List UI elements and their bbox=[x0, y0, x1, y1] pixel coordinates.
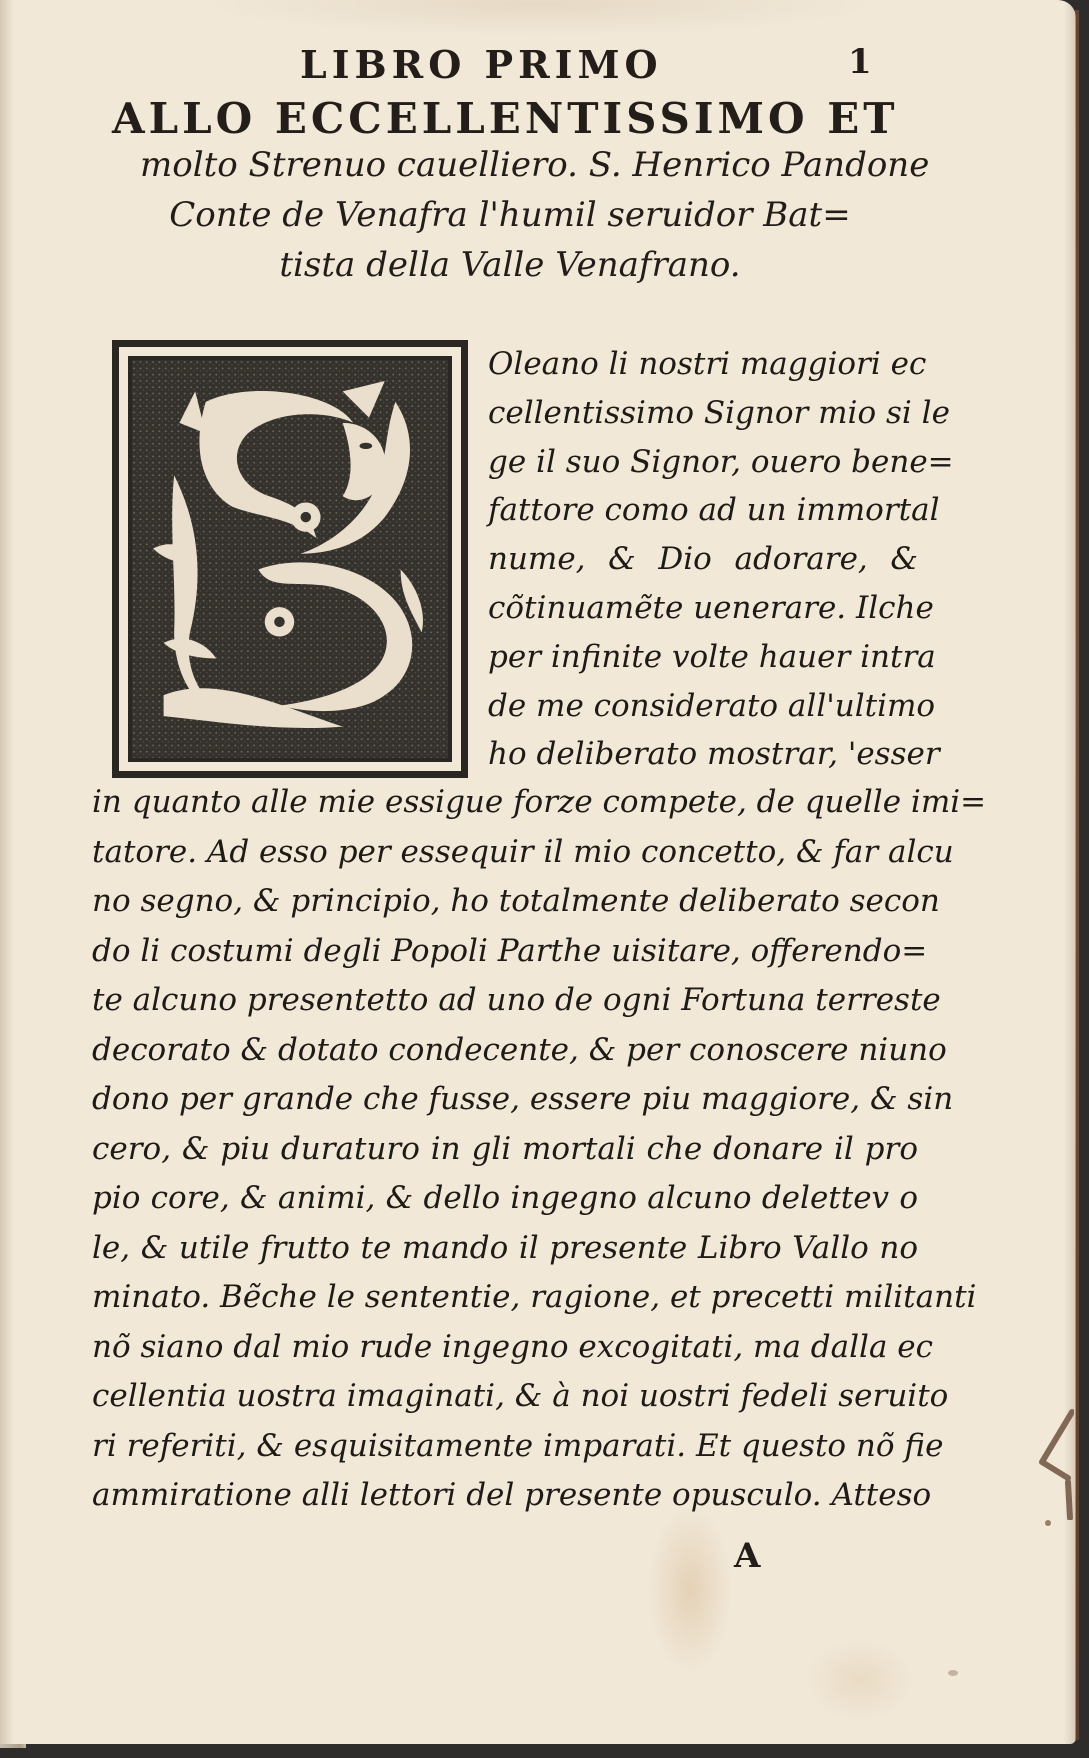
signature-mark: A bbox=[734, 1536, 761, 1576]
text-line: per infinite volte hauer intra bbox=[488, 638, 936, 675]
text-line: fattore como ad un immortal bbox=[488, 492, 940, 529]
text-line: ri referiti, & esquisitamente imparati. Et questo nõ fie bbox=[92, 1427, 944, 1464]
dedication-line: tista della Valle Venafrano. bbox=[279, 245, 741, 285]
text-line: minato. Bẽche le sententie, ragione, et precetti militanti bbox=[92, 1279, 977, 1315]
text-line: ho deliberato mostrar, 'esser bbox=[488, 736, 940, 773]
ink-speck bbox=[948, 1670, 958, 1676]
text-line: ammiratione alli lettori del presente opusculo. Atteso bbox=[92, 1477, 932, 1513]
running-head: LIBRO PRIMO bbox=[300, 42, 663, 87]
text-line: ge il suo Signor, ouero bene= bbox=[488, 443, 954, 480]
text-line: decorato & dotato condecente, & per conoscere niuno bbox=[92, 1031, 947, 1068]
dedication-subtitle bbox=[140, 140, 930, 290]
text-line: dono per grande che fusse, essere piu maggiore, & sin bbox=[92, 1081, 954, 1117]
text-line: de me considerato all'ultimo bbox=[488, 687, 936, 724]
ink-speck bbox=[1045, 1520, 1051, 1526]
dedication-title: ALLO ECCELLENTISSIMO ET bbox=[112, 94, 899, 143]
text-line: tatore. Ad esso per essequir il mio concetto, & far alcu bbox=[92, 833, 954, 870]
dedication-line: molto Strenuo cauelliero. S. Henrico Pandone bbox=[140, 145, 930, 185]
woodcut-initial-image bbox=[128, 356, 452, 762]
text-line: le, & utile frutto te mando il presente Libro Vallo no bbox=[92, 1229, 918, 1266]
text-line: do li costumi degli Popoli Parthe uisitare, offerendo= bbox=[92, 932, 928, 969]
foliage-ornament-icon bbox=[132, 360, 448, 758]
text-line: cellentissimo Signor mio si le bbox=[488, 394, 950, 431]
text-line: cellentia uostra imaginati, & à noi uostri fedeli seruito bbox=[92, 1378, 949, 1414]
page-edge bbox=[1075, 10, 1079, 1740]
text-line: nõ siano dal mio rude ingegno excogitati, ma dalla ec bbox=[92, 1328, 933, 1365]
text-line: no segno, & principio, ho totalmente deliberato secon bbox=[92, 883, 940, 919]
text-line: in quanto alle mie essigue forze compete, de quelle imi= bbox=[92, 784, 987, 820]
woodcut-initial bbox=[112, 340, 468, 778]
marginal-bracket-mark-icon bbox=[1034, 1408, 1074, 1520]
body-text-beside-initial bbox=[488, 340, 954, 779]
dedication-line: Conte de Venafra l'humil seruidor Bat= bbox=[169, 195, 851, 235]
text-line: te alcuno presentetto ad uno de ogni Fortuna terreste bbox=[92, 982, 941, 1018]
text-line: cero, & piu duraturo in gli mortali che donare il pro bbox=[92, 1130, 918, 1167]
text-line: nume, & Dio adorare, & bbox=[488, 541, 918, 578]
body-text-full-width bbox=[92, 778, 987, 1521]
text-line: cõtinuamẽte uenerare. Ilche bbox=[488, 589, 934, 626]
text-line: pio core, & animi, & dello ingegno alcuno delettev o bbox=[92, 1180, 918, 1216]
folio-number: 1 bbox=[848, 42, 872, 82]
text-line: Oleano li nostri maggiori ec bbox=[488, 346, 927, 382]
